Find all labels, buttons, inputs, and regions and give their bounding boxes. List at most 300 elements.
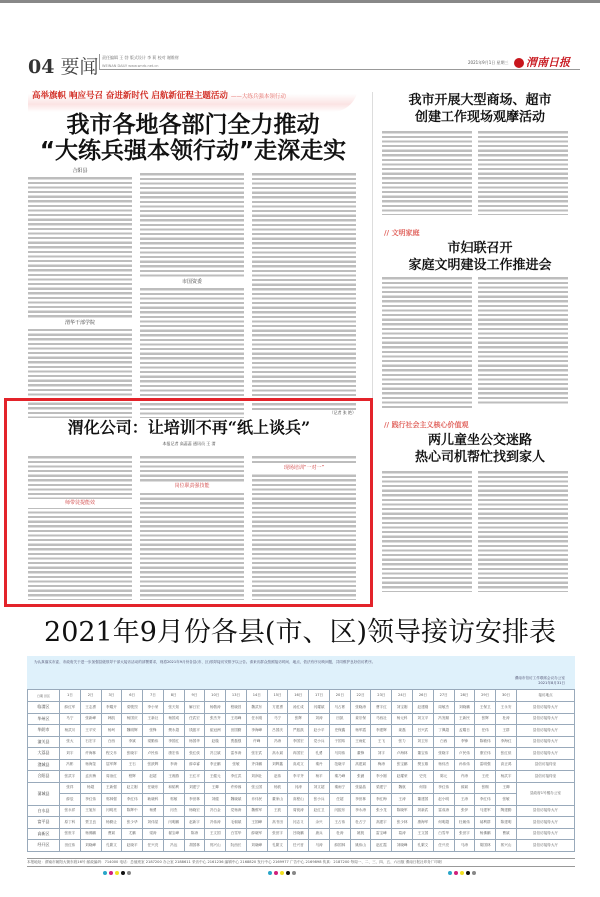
footer-address: 本报地址：渭南市朝阳大街东段16号 邮政编码：714000 电话：总值班室 2187200 办公室 2188611 采访中心 2161236 编辑中心 2168820 发行中心 2169977 广告中心 2169898 传真：2187200 每周一、二、三、四、五、六出版 渭南日报社印务厂印刷 [27, 858, 575, 867]
official-cell: 许海林 [80, 748, 101, 760]
official-cell: 杨波 [267, 782, 288, 794]
official-cell: 任伟 [475, 725, 496, 737]
official-cell: 贾卫良 [80, 817, 101, 829]
location-cell: 县信访接待大厅 [517, 805, 575, 817]
official-cell: 闫耀斌 [309, 702, 330, 714]
official-cell: 王卿 [496, 782, 517, 794]
official-cell: 姜磊 [392, 725, 413, 737]
official-cell: 张晓宇 [122, 748, 143, 760]
official-cell: 杜朝伟 [454, 817, 475, 829]
official-cell: 张世宇 [267, 828, 288, 840]
official-cell: 梁勤伟 [143, 736, 164, 748]
official-cell: 王涛 [392, 794, 413, 806]
official-cell: 何翔 [413, 782, 434, 794]
official-cell: 王波 [267, 805, 288, 817]
official-cell: 张红侠 [184, 748, 205, 760]
day-header: 16日 [288, 690, 309, 702]
official-cell: 郝利群 [475, 817, 496, 829]
official-cell: 杨佛鹏 [475, 828, 496, 840]
day-header: 27日 [433, 690, 454, 702]
official-cell: 张跃辉 [143, 759, 164, 771]
official-cell: 马宁 [267, 713, 288, 725]
official-cell: 王卿 [205, 782, 226, 794]
official-cell: 李红梅 [371, 794, 392, 806]
official-cell: 刘伟星 [143, 817, 164, 829]
official-cell: 张少华 [122, 817, 143, 829]
official-cell: 张永祥 [60, 805, 81, 817]
day-header: 17日 [309, 690, 330, 702]
official-cell: 梅涛 [371, 759, 392, 771]
official-cell: 郭兴山 [205, 840, 226, 852]
location-cell: 县信访接待室 [517, 771, 575, 783]
official-cell: 李小荣 [143, 702, 164, 714]
official-cell: 赵红卫 [309, 805, 330, 817]
official-cell: 杨武川 [60, 725, 81, 737]
official-cell: 杨佛鹏 [80, 828, 101, 840]
location-cell: 县信访接待大厅 [517, 725, 575, 737]
official-cell: 刘晓峰 [80, 840, 101, 852]
official-cell: 张世宇 [454, 828, 475, 840]
official-cell: 张力 [392, 736, 413, 748]
official-cell: 李锋 [454, 736, 475, 748]
official-cell: 赵耀荣 [392, 771, 413, 783]
official-cell: 杨平 [309, 771, 330, 783]
official-cell: 程辉 [122, 771, 143, 783]
official-cell: 张云国 [246, 782, 267, 794]
official-cell: 王群 [496, 725, 517, 737]
official-cell: 屈军辉 [101, 759, 122, 771]
color-dot [466, 871, 470, 875]
color-dot [121, 871, 125, 875]
corner-header: 日期 县区 [28, 690, 60, 702]
logo-icon [514, 58, 524, 68]
official-cell: 闫明亮 [101, 805, 122, 817]
official-cell: 郭敏 [163, 794, 184, 806]
official-cell: 任兴亮 [433, 840, 454, 852]
official-cell: 翟宝峰 [163, 828, 184, 840]
official-cell: 董建国 [413, 794, 434, 806]
official-cell: 赵超 [143, 771, 164, 783]
official-cell: 梁建宁 [371, 782, 392, 794]
official-cell: 赵小明 [433, 794, 454, 806]
table-row [28, 782, 575, 794]
official-cell: 李国红 [163, 736, 184, 748]
table-row [28, 736, 575, 748]
feature-headline: 渭化公司：让培训不再“纸上谈兵” [67, 418, 311, 437]
day-header: 15日 [267, 690, 288, 702]
official-cell: 杨勇 [143, 805, 164, 817]
table-row [28, 702, 575, 714]
schedule-table [27, 689, 575, 852]
official-cell: 许忡蓉 [226, 782, 247, 794]
color-dot [274, 871, 278, 875]
official-cell: 雷宝峰 [371, 828, 392, 840]
official-cell: 白西 [101, 736, 122, 748]
official-cell: 张少林 [392, 817, 413, 829]
official-cell: 党小兵 [309, 736, 330, 748]
women-fed-line2: 家庭文明建设工作推进会 [408, 258, 552, 273]
official-cell: 卢海林 [392, 748, 413, 760]
official-cell: 王志勇 [80, 702, 101, 714]
official-cell: 李永涛 [350, 805, 371, 817]
official-cell: 刘宝刚 [392, 702, 413, 714]
official-cell: 张辉 [475, 713, 496, 725]
official-cell: 王平安 [80, 725, 101, 737]
official-cell: 王保卫 [475, 702, 496, 714]
county-cell: 华州区 [28, 713, 60, 725]
official-cell: 冯彬 [60, 759, 81, 771]
official-cell: 赵小平 [309, 725, 330, 737]
bus-headline [380, 432, 580, 466]
official-cell: 张辉 [288, 713, 309, 725]
official-cell: 葛涛 [392, 828, 413, 840]
lead-subhead: 渭华干部学院 [28, 319, 132, 329]
official-cell: 刘健 [205, 794, 226, 806]
values-tag: // 践行社会主义核心价值观 [384, 421, 469, 429]
official-cell: 王新民 [454, 713, 475, 725]
official-cell: 张天知 [163, 702, 184, 714]
women-fed-line1: 市妇联召开 [447, 241, 513, 256]
official-cell: 王涛 [454, 794, 475, 806]
official-cell: 薛国林 [329, 840, 350, 852]
official-cell: 孔繁文 [413, 840, 434, 852]
official-cell: 汤红成 [288, 702, 309, 714]
official-cell: 张晶晶 [350, 782, 371, 794]
official-cell: 任兴晋 [288, 840, 309, 852]
official-cell: 李红武 [226, 771, 247, 783]
county-cell: 临渭区 [28, 702, 60, 714]
official-cell: 冉国宏 [288, 748, 309, 760]
official-cell: 陶建勤 [496, 805, 517, 817]
official-cell: 严振凯 [288, 725, 309, 737]
day-header: 9日 [184, 690, 205, 702]
official-cell: 姚伟山 [350, 840, 371, 852]
page-number-section [28, 52, 99, 79]
official-cell: 刘宇 [371, 748, 392, 760]
official-cell: 薛卓睿 [184, 759, 205, 771]
official-cell: 周敏杰 [433, 702, 454, 714]
color-dot [127, 871, 131, 875]
county-cell: 蒲城县 [28, 782, 60, 805]
official-cell: 周治红 [101, 771, 122, 783]
official-cell: 刘建宁 [184, 782, 205, 794]
official-cell: 钱振平 [184, 725, 205, 737]
official-cell: 程文乔 [101, 748, 122, 760]
official-cell: 董家山 [267, 794, 288, 806]
day-header: 29日 [475, 690, 496, 702]
official-cell: 薛斌 [454, 782, 475, 794]
bus-column-1 [382, 470, 472, 592]
official-cell: 刘润社 [246, 771, 267, 783]
official-cell: 刘文超 [309, 782, 330, 794]
table-row [28, 713, 575, 725]
official-cell: 王新强 [101, 782, 122, 794]
official-cell: 张桐 [475, 782, 496, 794]
lead-headline-line1: 我市各地各部门全力推动 [66, 112, 320, 138]
official-cell: 王国峰 [246, 817, 267, 829]
official-cell: 田红伟 [60, 840, 81, 852]
official-cell: 张敏 [226, 759, 247, 771]
bus-line1: 两儿童坐公交迷路 [427, 433, 532, 448]
official-cell: 赵建刚 [413, 702, 434, 714]
section-name: 要闻 [60, 56, 99, 78]
official-cell: 李建辉 [371, 725, 392, 737]
official-cell: 陈晓军 [392, 805, 413, 817]
official-cell: 张小龙 [371, 805, 392, 817]
feature-column-3 [252, 455, 356, 600]
official-cell: 孔繁文 [267, 840, 288, 852]
newspaper-logo [514, 54, 570, 70]
mall-column-2 [478, 130, 568, 215]
official-cell: 杨超 [80, 782, 101, 794]
official-cell: 耿晓科 [143, 794, 164, 806]
lead-headline [24, 112, 362, 164]
official-cell: 张大 [60, 736, 81, 748]
lead-headline-line2: “大练兵强本领行动”走深走实 [39, 138, 347, 164]
mall-headline-line2: 创建工作现场观摩活动 [414, 110, 545, 125]
official-cell: 王永安 [496, 702, 517, 714]
color-dot [460, 871, 464, 875]
official-cell: 任兴亮 [143, 840, 164, 852]
lead-credit: （记者 张 艳） [300, 410, 356, 416]
feature-subhead: 师带徒提能效 [28, 499, 132, 508]
lead-column-1 [28, 176, 132, 418]
official-cell: 唐兵 [309, 828, 330, 840]
county-cell: 合阳县 [28, 771, 60, 783]
tag-text: 文明家庭 [391, 229, 420, 237]
official-cell: 赵立刚 [122, 782, 143, 794]
official-cell: 梁骏烈 [122, 702, 143, 714]
official-cell: 梁涛 [143, 828, 164, 840]
color-dot [268, 871, 272, 875]
official-cell: 马同伟 [329, 748, 350, 760]
official-cell: 何明超 [433, 817, 454, 829]
official-cell: 王石 [122, 759, 143, 771]
official-cell: 于国玮 [329, 736, 350, 748]
logo-text: 渭南日报 [526, 56, 570, 69]
official-cell: 杨元科 [392, 713, 413, 725]
official-cell: 刘卫东 [413, 736, 434, 748]
official-cell: 陈建明 [496, 817, 517, 829]
mall-headline [380, 92, 580, 126]
official-cell: 张伊 [454, 805, 475, 817]
official-cell: 雷孝涛 [226, 748, 247, 760]
feature-subhead: 岗位职责强技能 [140, 482, 244, 491]
color-dot [109, 871, 113, 875]
banner-sub: ——大练兵强本领行动 [230, 94, 286, 100]
official-cell: 高永斌 [267, 748, 288, 760]
official-cell: 魏航 [392, 782, 413, 794]
official-cell: 郭林强 [101, 794, 122, 806]
color-dot [448, 871, 452, 875]
official-cell: 秦乃峰 [329, 771, 350, 783]
editors: 责任编辑 王 勃 版式设计 李 莉 校对 谢维财 [102, 55, 179, 60]
day-header: 23日 [371, 690, 392, 702]
location-cell: 县信访接待大厅 [517, 817, 575, 829]
official-cell: 王新社 [143, 713, 164, 725]
official-cell: 杨勤让 [101, 817, 122, 829]
official-cell: 高建斌 [350, 759, 371, 771]
official-cell: 高程山 [288, 794, 309, 806]
lead-subhead: 合阳县 [28, 167, 132, 176]
lead-column-2 [140, 172, 244, 418]
official-cell: 李国宏 [288, 736, 309, 748]
official-cell: 董锋 [350, 748, 371, 760]
official-cell: 陈元 [433, 771, 454, 783]
official-cell: 杨军霞 [350, 725, 371, 737]
official-cell: 韩凯 [101, 713, 122, 725]
official-cell: 王虎 [475, 771, 496, 783]
official-cell: 吕国庆 [267, 725, 288, 737]
official-cell: 曹斌 [101, 828, 122, 840]
official-cell: 秦丹 [309, 759, 330, 771]
official-cell: 陈辉中 [122, 805, 143, 817]
day-header: 30日 [496, 690, 517, 702]
official-cell: 马西社 [371, 713, 392, 725]
color-dot [454, 871, 458, 875]
official-cell: 薛辰 [60, 794, 81, 806]
official-cell: 杨国华 [184, 736, 205, 748]
official-cell: 马占彬 [329, 702, 350, 714]
official-cell: 高正鸿 [496, 759, 517, 771]
feature-subhead: 现场培训“一对一” [252, 464, 356, 473]
official-cell: 杨海玺 [80, 759, 101, 771]
location-cell: 县政府1号楼办公室 [517, 782, 575, 805]
official-cell: 杨晓宏 [184, 805, 205, 817]
official-cell: 解日宏 [184, 702, 205, 714]
feature-column-1 [28, 455, 132, 600]
table-row [28, 748, 575, 760]
day-header: 8日 [163, 690, 184, 702]
official-cell: 王湘燕 [163, 771, 184, 783]
official-cell: 冯达 [163, 840, 184, 852]
table-header-row [28, 690, 575, 702]
header-rule [99, 69, 580, 70]
official-cell: 杨伟杰 [433, 759, 454, 771]
official-cell: 刘新武 [413, 805, 434, 817]
official-cell: 丁佩超 [433, 725, 454, 737]
official-cell: 齐泽鹏 [246, 759, 267, 771]
day-header: 20日 [329, 690, 350, 702]
official-cell: 张杰齐 [205, 713, 226, 725]
location-cell: 县信访接待大厅 [517, 840, 575, 852]
official-cell: 李世林 [350, 794, 371, 806]
official-cell: 秦雨宁 [329, 782, 350, 794]
color-dot [286, 871, 290, 875]
official-cell: 范晓平 [329, 759, 350, 771]
official-cell: 毛朝斌 [226, 817, 247, 829]
official-cell: 冯涛 [267, 736, 288, 748]
header-divider [99, 54, 100, 70]
official-cell: 杜占宁 [350, 817, 371, 829]
location-cell: 县信访接待大厅 [517, 713, 575, 725]
official-cell: 樊永超 [163, 725, 184, 737]
official-cell: 高建宇 [371, 817, 392, 829]
official-cell: 王健元 [205, 771, 226, 783]
bus-line2: 热心司机帮忙找到家人 [414, 450, 545, 465]
official-cell: 史亮 [413, 771, 434, 783]
location-cell: 县信访接待室 [517, 759, 575, 771]
day-header: 14日 [246, 690, 267, 702]
official-cell: 刘晓峰 [246, 840, 267, 852]
official-cell: 冯卫斌 [205, 748, 226, 760]
official-cell: 樊玉雄 [413, 759, 434, 771]
issuer: 渭南市信访工作联席会议办公室 [514, 676, 565, 680]
day-header: 24日 [392, 690, 413, 702]
official-cell: 李红伟 [122, 794, 143, 806]
official-cell: 孔勇 [309, 748, 330, 760]
official-cell: 方建勇 [267, 702, 288, 714]
official-cell: 高书田 [267, 817, 288, 829]
official-cell: 杨武宇 [496, 771, 517, 783]
table-row [28, 771, 575, 783]
official-cell: 王红平 [184, 771, 205, 783]
official-cell: 白雪华 [226, 828, 247, 840]
official-cell: 冯白金 [205, 805, 226, 817]
official-cell: 魏武东 [246, 702, 267, 714]
table-row [28, 725, 575, 737]
official-cell: 郭兴山 [496, 840, 517, 852]
official-cell: 李正鹏 [205, 759, 226, 771]
table-row [28, 828, 575, 840]
official-cell: 张世宇 [60, 828, 81, 840]
women-fed-headline [380, 240, 580, 274]
table-row [28, 840, 575, 852]
site-url: WEINAN DAILY www.wnrb.net.cn [102, 64, 159, 68]
official-cell: 杜涛 [329, 828, 350, 840]
color-dot [280, 871, 284, 875]
official-cell: 卢民伟 [454, 748, 475, 760]
official-cell: 张敏 [496, 794, 517, 806]
county-cell: 澄城县 [28, 759, 60, 771]
official-cell: 张小兵 [309, 794, 330, 806]
issue-date: 2021年9月1日 星期三 [468, 60, 509, 65]
official-cell: 张锋 [143, 725, 164, 737]
lead-column-3 [252, 172, 356, 410]
official-cell: 陈涛 [184, 828, 205, 840]
official-cell: 闫明鹏 [163, 817, 184, 829]
official-cell: 康海军 [413, 817, 434, 829]
issue-date: 2021年8月31日 [538, 681, 565, 685]
color-dot [472, 871, 476, 875]
official-cell: 胡国林 [184, 840, 205, 852]
official-cell: 张红侠 [496, 748, 517, 760]
official-cell: 吕晓鹏 [288, 828, 309, 840]
official-cell: 王文国 [413, 828, 434, 840]
official-cell: 李耀开 [101, 702, 122, 714]
official-cell: 李海红 [496, 736, 517, 748]
official-cell: 程晓昌 [226, 702, 247, 714]
feature-column-2 [140, 455, 244, 600]
day-header: 1日 [60, 690, 81, 702]
official-cell: 白雪华 [433, 828, 454, 840]
county-cell: 经开区 [28, 840, 60, 852]
feature-byline: 本报记者 高蕊蕊 通讯员 王 渭 [8, 441, 370, 447]
official-cell: 张祥 [60, 782, 81, 794]
county-cell: 潼关县 [28, 736, 60, 748]
official-cell: 尤鹏 [122, 828, 143, 840]
official-cell: 薛红军 [60, 702, 81, 714]
official-cell: 魏晓斌 [226, 794, 247, 806]
official-cell: 闫志义 [288, 817, 309, 829]
official-cell: 张晓涛 [350, 702, 371, 714]
campaign-banner [28, 86, 358, 112]
official-cell: 王再峰 [226, 713, 247, 725]
official-cell: 孟耀日 [454, 725, 475, 737]
official-cell: 田国勤 [226, 725, 247, 737]
official-cell: 李小刚 [371, 771, 392, 783]
official-cell: 马建军 [475, 805, 496, 817]
